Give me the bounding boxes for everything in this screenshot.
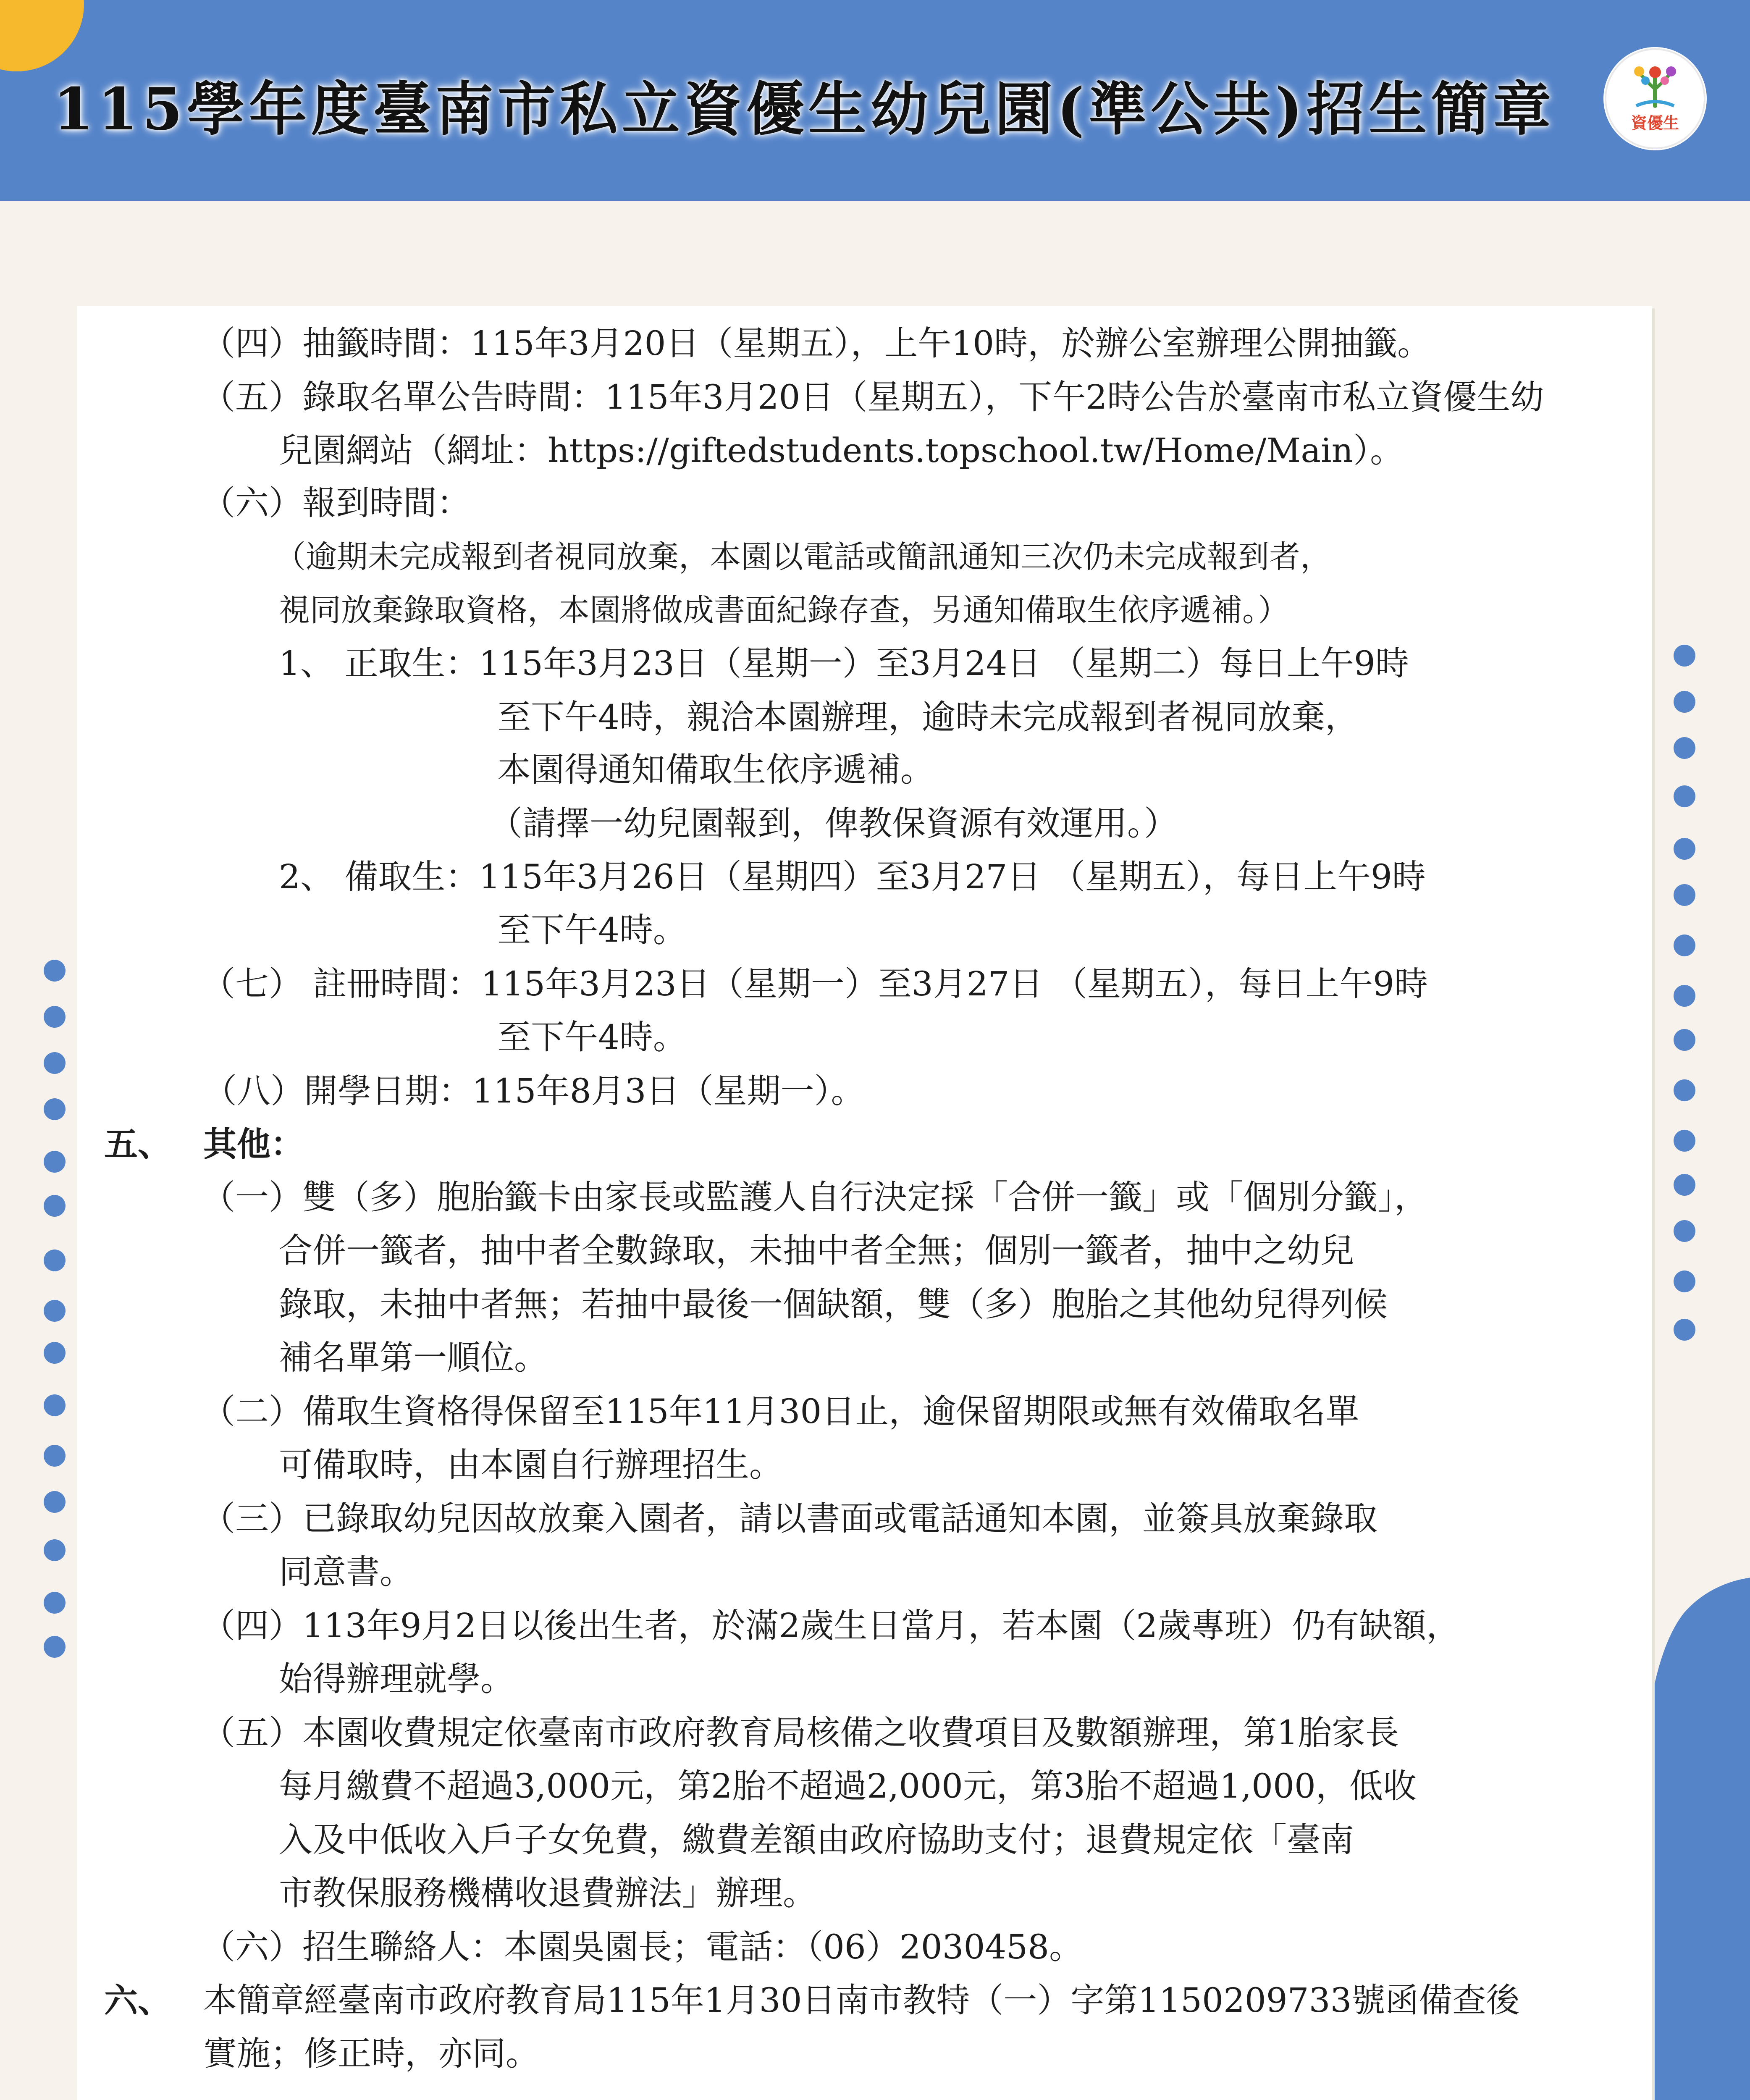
- dot-decoration: [44, 1539, 66, 1561]
- dot-decoration: [1674, 1270, 1695, 1292]
- dot-decoration: [1674, 884, 1695, 906]
- text-line: （五）錄取名單公告時間：115年3月20日（星期五），下午2時公告於臺南市私立資優生幼: [202, 378, 1544, 417]
- section-number: 六、: [104, 1981, 171, 2020]
- text-line: 市教保服務機構收退費辦法」辦理。: [279, 1874, 816, 1913]
- dot-decoration: [44, 1052, 66, 1074]
- text-line: 至下午4時。: [497, 911, 687, 950]
- dot-decoration: [44, 1098, 66, 1120]
- document-card: [77, 306, 1652, 2100]
- text-line: （四）抽籤時間：115年3月20日（星期五），上午10時，於辦公室辦理公開抽籤。: [202, 324, 1431, 363]
- text-line: （逾期未完成報到者視同放棄，本園以電話或簡訊通知三次仍未完成報到者，: [275, 539, 1331, 575]
- text-line: 實施；修正時，亦同。: [203, 2034, 539, 2073]
- text-line: 兒園網站（網址：https://giftedstudents.topschool.tw/Home/Main）。: [279, 431, 1404, 470]
- dot-decoration: [44, 1195, 66, 1217]
- text-line: 1、 正取生：115年3月23日（星期一）至3月24日 （星期二）每日上午9時: [279, 644, 1409, 683]
- dot-decoration: [1674, 785, 1695, 807]
- dot-decoration: [44, 1300, 66, 1322]
- dot-decoration: [44, 1636, 66, 1658]
- text-line: 至下午4時，親洽本園辦理，逾時未完成報到者視同放棄，: [497, 698, 1359, 737]
- text-line: 至下午4時。: [497, 1018, 687, 1057]
- dot-decoration: [44, 1006, 66, 1028]
- dot-decoration: [44, 1445, 66, 1467]
- text-line: 同意書。: [279, 1552, 413, 1591]
- text-line: （一）雙（多）胞胎籤卡由家長或監護人自行決定採「合併一籤」或「個別分籤」，: [202, 1178, 1428, 1217]
- dot-decoration: [1674, 838, 1695, 860]
- dot-decoration: [1674, 691, 1695, 713]
- text-line: 入及中低收入戶子女免費，繳費差額由政府協助支付；退費規定依「臺南: [279, 1820, 1354, 1859]
- text-line: 可備取時，由本園自行辦理招生。: [279, 1445, 783, 1484]
- text-line: 2、 備取生：115年3月26日（星期四）至3月27日 （星期五），每日上午9時: [279, 857, 1426, 896]
- text-line: （八）開學日期：115年8月3日（星期一）。: [203, 1071, 865, 1110]
- dot-decoration: [44, 1592, 66, 1614]
- text-line: 每月繳費不超過3,000元，第2胎不超過2,000元，第3胎不超過1,000，低收: [279, 1767, 1417, 1806]
- text-line: 視同放棄錄取資格，本園將做成書面紀錄存查，另通知備取生依序遞補。）: [279, 592, 1289, 628]
- dot-decoration: [1674, 1079, 1695, 1101]
- sun-decoration: [0, 0, 84, 71]
- dot-decoration: [44, 1491, 66, 1513]
- text-line: （請擇一幼兒園報到，俾教保資源有效運用。）: [489, 804, 1178, 843]
- dot-decoration: [44, 1342, 66, 1364]
- text-line: 合併一籤者，抽中者全數錄取，未抽中者全無；個別一籤者，抽中之幼兒: [279, 1231, 1354, 1270]
- school-logo-icon: [1603, 47, 1707, 150]
- dot-decoration: [44, 1151, 66, 1173]
- text-line: （二）備取生資格得保留至115年11月30日止，逾保留期限或無有效備取名單: [202, 1392, 1359, 1431]
- dot-decoration: [1674, 1130, 1695, 1152]
- text-line: （七） 註冊時間：115年3月23日（星期一）至3月27日 （星期五），每日上午9時: [202, 964, 1428, 1003]
- text-line: 本園得通知備取生依序遞補。: [497, 750, 934, 789]
- page-title: 115學年度臺南市私立資優生幼兒園(準公共)招生簡章: [53, 75, 1556, 143]
- text-line: 錄取，未抽中者無；若抽中最後一個缺額，雙（多）胞胎之其他幼兒得列候: [279, 1285, 1388, 1324]
- text-line: （三）已錄取幼兒因故放棄入園者，請以書面或電話通知本園，並簽具放棄錄取: [202, 1499, 1377, 1538]
- dot-decoration: [1674, 1174, 1695, 1196]
- text-line: （四）113年9月2日以後出生者，於滿2歲生日當月，若本園（2歲專班）仍有缺額，: [202, 1606, 1460, 1645]
- header-band: [0, 0, 1750, 201]
- text-line: 補名單第一順位。: [279, 1338, 548, 1377]
- dot-decoration: [44, 1250, 66, 1271]
- text-line: 始得辦理就學。: [279, 1659, 514, 1698]
- logo-tree-icon: [1603, 47, 1707, 150]
- text-line: （五）本園收費規定依臺南市政府教育局核備之收費項目及數額辦理，第1胎家長: [202, 1713, 1399, 1752]
- dot-decoration: [44, 1394, 66, 1416]
- dot-decoration: [1674, 645, 1695, 667]
- section-heading: 其他：: [203, 1124, 304, 1164]
- dot-decoration: [1674, 1319, 1695, 1341]
- dot-decoration: [1674, 985, 1695, 1007]
- dot-decoration: [1674, 1029, 1695, 1051]
- dot-decoration: [1674, 1220, 1695, 1242]
- dot-decoration: [44, 960, 66, 982]
- logo-text: 資優生: [1631, 114, 1679, 132]
- text-line: （六）招生聯絡人：本園吳園長；電話：（06）2030458。: [202, 1927, 1083, 1966]
- dot-decoration: [1674, 737, 1695, 759]
- text-line: （六）報到時間：: [202, 483, 470, 522]
- dot-decoration: [1674, 934, 1695, 956]
- text-line: 本簡章經臺南市政府教育局115年1月30日南市教特（一）字第1150209733號函備查後: [203, 1981, 1520, 2020]
- section-number: 五、: [104, 1124, 171, 1164]
